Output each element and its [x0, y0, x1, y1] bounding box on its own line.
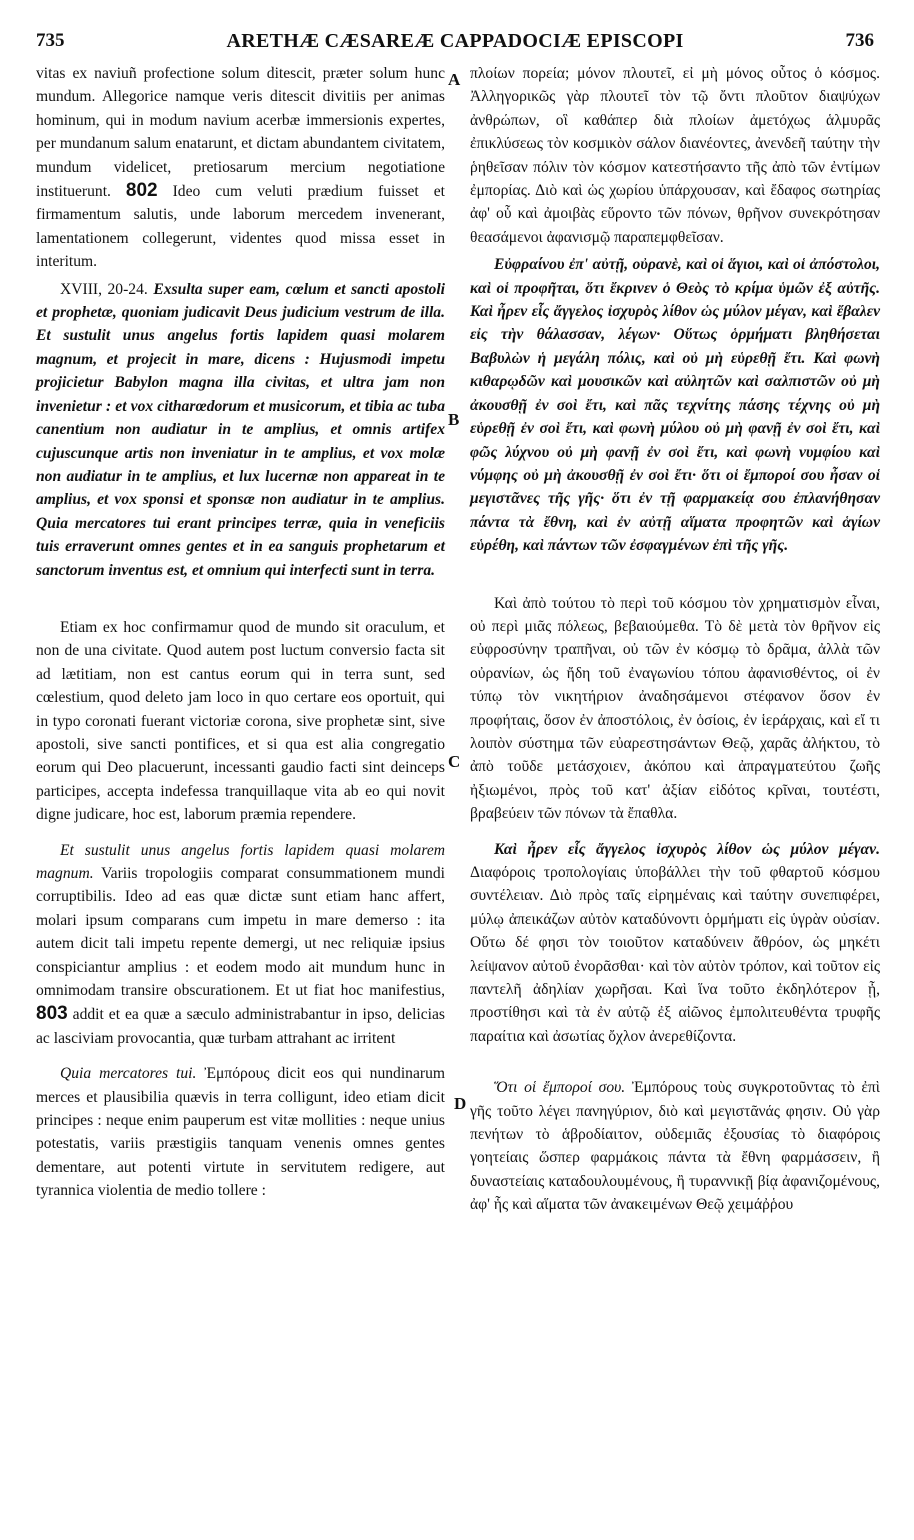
greek-paragraph-2: Εὐφραίνου ἐπ' αὐτῇ, οὐρανὲ, καὶ οἱ ἅγιοι, καὶ οἱ ἀπόστολοι, καὶ οἱ προφῆται, ὅτι ἔκρινεν ὁ Θεὸς τὸ κρίμα ὑμῶν ἐξ αὐτῆς. Καὶ ἦρεν εἷς ἄγγελος ἰσχυρὸς λίθον ὡς μύλον μέγαν, καὶ ἔβαλεν εἰς τὴν θάλασσαν, λέγων· Οὕτως ὁρμήματι βληθήσεται Βαβυλὼν ἡ μεγάλη πόλις, καὶ οὐ μὴ εὑρεθῇ ἔτι. Καὶ φωνὴ κιθαρῳδῶν καὶ μουσικῶν καὶ αὐλητῶν καὶ σαλπιστῶν οὐ μὴ ἀκουσθῇ ἐν σοὶ ἔτι, καὶ πᾶς τεχνίτης πάσης τέχνης οὐ μὴ εὑρεθῇ ἐν σοὶ ἔτι, καὶ φωνὴ μύλου οὐ μὴ φανῇ ἐν σοὶ ἔτι, καὶ φῶς λύχνου οὐ μὴ φανῇ ἐν σοὶ ἔτι, καὶ φωνὴ νυμφίου καὶ νύμφης οὐ μὴ ἀκουσθῇ ἐν σοὶ ἔτι· ὅτι οἱ ἔμποροί σου ἦσαν οἱ μεγιστᾶνες τῆς γῆς· ὅτι ἐν τῇ φαρμακείᾳ σου ἐπλανήθησαν πάντα τὰ ἔθνη, καὶ ἐν αὐτῇ αἵματα προφητῶν καὶ ἁγίων εὑρέθη, καὶ πάντων τῶν ἐσφαγμένων ἐπὶ τῆς γῆς.: [470, 256, 880, 555]
greek-paragraph-5: Ὅτι οἱ ἔμποροί σου. Ἐμπόρους τοὺς συγκροτοῦντας τὸ ἐπὶ γῆς τοῦτο λέγει πανηγύριον, διὸ καὶ μεγιστᾶνάς φησιν. Οὐ γὰρ πενήτων τὸ ἁβροδίαιτον, οὐδεμιᾶς ἐξουσίας τὸ διαφόροις γοητείαις ὥσπερ φαρμάκοις πάντα τὰ ἔθνη φαρμάσσειν, ἢ δυναστείαις καταδουλουμένους, ἢ τυραννικῇ βίᾳ ἀφανιζομένους, ἀφ' ἧς καὶ αἵματα τῶν ἀνακειμένων Θεῷ χειμάῤῥου: [470, 1079, 880, 1214]
margin-letter-b: B: [448, 410, 460, 429]
page-number-right: 736: [845, 30, 874, 51]
margin-letter-c: C: [448, 752, 461, 771]
greek-paragraph-1: πλοίων πορεία; μόνον πλουτεῖ, εἰ μὴ μόνος οὗτος ὁ κόσμος. Ἀλληγορικῶς γὰρ πλουτεῖ τὸν τῷ ὄντι πλοῦτον διαψύχων ἀνθρώπων, οἳ καθάπερ διὰ πλοίων ἀμετόχως ἁλμυρᾶς ἐπικλύσεως τὸν κοσμικὸν σάλον διανέοντες, ἀνενδεῆ ταύτην τὴν ῥηθεῖσαν πόλιν τὸν κόσμον κατεστήσαντο τῆς ἀπὸ τῶν ἐντίμων ἐμπορίας. Διὸ καὶ ὡς χωρίου ὑπάρχουσαν, καὶ ἔδαφος σωτηρίας ἀφ' οὗ καὶ ἀμοιβὰς εὕροντο τῶν πόνων, θρῆνον συνεκρότησαν θεασάμενοι ἀφανισμῷ παραπεμφθεῖσαν.: [470, 65, 880, 246]
lemma: Καὶ ἦρεν εἷς ἄγγελος ἰσχυρὸς λίθον ὡς μύλον μέγαν.: [494, 840, 880, 858]
lemma: Ὅτι οἱ ἔμποροί σου.: [494, 1079, 626, 1097]
scripture-quotation: Exsulta super eam, cœlum et sancti apostoli et prophetæ, quoniam judicavit Deus judicium vestrum de illa. Et sustulit unus angelus fortis lapidem quasi molarem magnum, et projecit in mare, dicens : Hujusmodi impetu projicietur Babylon magna illa civitas, et ultra jam non invenietur : et vox citharœdorum et musicorum, et tibia ac tuba canentium non audiatur in te amplius, et omnis artifex cujuscunque artis non inveniatur in te amplius, et vox molæ non audiatur in te amplius, et lux lucernæ non appareat in te amplius, et vox sponsi et sponsæ non audiatur in te amplius. Quia mercatores tui erant principes terræ, quia in veneficiis tuis erraverunt omnes gentes et in ea sanguis prophetarum et sanctorum inventus est, et omnium qui interfecti sunt in terra.: [36, 280, 445, 579]
column-number-802: 802: [125, 180, 158, 202]
latin-paragraph-1: vitas ex naviuñ profectione solum ditescit, præter solum hunc mundum. Allegorice namque veris ditescit divitiis per animas hominum, qui in modum navium acerbæ immersionis expertes, per mundanum salum enatarunt, et dictam abundantem civitatem, mundum videlicet, pretiosarum mercium negotiatione instituerunt. 802 Ideo cum veluti prædium fuisset et firmamentum salutis, unde laborum mercedem invenerant, lamentationem collegerunt, videntes quod missa esset in interitum.: [36, 65, 445, 271]
margin-letter-d: D: [454, 1094, 467, 1113]
running-header: [36, 30, 874, 58]
lemma: Et sustulit unus angelus fortis lapidem quasi molarem magnum.: [36, 841, 445, 882]
greek-paragraph-4: Καὶ ἦρεν εἷς ἄγγελος ἰσχυρὸς λίθον ὡς μύλον μέγαν. Διαφόροις τροπολογίαις ὑποβάλλει τὴν τοῦ φθαρτοῦ κόσμου συντέλειαν. Διὸ πρὸς ταῖς εἰρημέναις καὶ ταύτην συνεπιφέρει, μύλῳ ἀπεικάζων αὐτὸν καταδύνοντι ὁρμήματι εἰς ὑγρὰν οὐσίαν. Οὕτω δέ φησι τὸν τοιοῦτον καταδύνειν ἄθρόον, ὡς μηκέτι λείψανον αὐτοῦ ἐνορᾶσθαι· καὶ τὸν αὐτὸν τρόπον, καὶ τοῦτον εἰς παντελῆ ἀδηλίαν χωρῆσαι. Καὶ ἵνα τοῦτο ἐκδηλότερον ᾖ, προστίθησι καὶ τὰ ἐν αὐτῷ ἐξ αἰῶνος ἐμπολιτευθέντα τρυφῆς παραίτια καὶ ἀσωτίας ὄχλον ἀνερεθίζοντα.: [470, 840, 880, 1045]
margin-letter-a: A: [448, 70, 461, 89]
latin-paragraph-3: Etiam ex hoc confirmamur quod de mundo sit oraculum, et non de una civitate. Quod autem post luctum conversio facta sit ad lætitiam, non est cantus eorum qui in terra sunt, sed cœlestium, quod deleto jam loco in quo certare eos oportuit, qui in typo coronati fuerant victoriæ corona, sive prophetæ sint, sive apostoli, sive sancti pontifices, et si qua est alia congregatio eorum qui Deo placuerunt, incessanti gaudio facti sint deinceps participes, accepta indefessa tranquillaque vita ab eo qui novit digne judicare, hoc est, laborum præmia rependere.: [36, 618, 445, 824]
column-number-803: 803: [36, 1003, 68, 1025]
latin-paragraph-2: [36, 278, 445, 582]
latin-paragraph-5: Quia mercatores tui. Ἐμπόρους dicit eos qui nundinarum merces et plausibilia quævis in terra colligunt, ideo etiam dicit principes : neque enim pauperum est vitæ mollities : neque unius potestatis, variis præstigiis tanquam venenis omnes gentes dementare, aut potenti virtute in servitutem redigere, aut tyrannica violentia de medio tollere :: [36, 1065, 445, 1200]
latin-paragraph-4: Et sustulit unus angelus fortis lapidem quasi molarem magnum. Variis tropologiis comparat consummationem mundi corruptibilis. Ideo ad eas quæ dictæ sunt etiam hanc affert, molari ipsum comparans cum impetu in mare demerso : ita autem dicit tali impetu repente demergi, ut nec reliquiæ ipsius conspiciantur amplius : et eodem modo ait mundum hunc in omnimodam transire obscurationem. Et ut fiat hoc manifestius, 803 addit et ea quæ a sæculo administrabantur in ipso, delicias ac lasciviam provocantia, quæ turbam attrahant ac irritent: [36, 841, 445, 1047]
latin-column: [36, 62, 445, 1203]
verse-reference: XVIII, 20-24.: [60, 280, 148, 298]
lemma: Quia mercatores tui.: [60, 1065, 197, 1083]
page-number-left: 735: [36, 30, 65, 51]
greek-paragraph-3: Καὶ ἀπὸ τούτου τὸ περὶ τοῦ κόσμου τὸν χρηματισμὸν εἶναι, οὐ περὶ μιᾶς πόλεως, βεβαιούμεθα. Τὸ δὲ μετὰ τὸν θρῆνον εἰς εὐφροσύνην τραπῆναι, οὐ τῶν ἐν κόσμῳ τὸ δρᾶμα, ἀλλὰ τῶν οὐρανίων, ὡς ἤδη τοῦ ἐναγωνίου τόπου ἀφανισθέντος, οἱ ἐν τύπῳ τὸν νικητήριον ἀναδησάμενοι στέφανον ὅσον ἐν προφήταις, ὅσον ἐν ἀποστόλοις, ἐν ὁσίοις, ἐν ἱεράρχαις, καὶ εἴ τι λοιπὸν σύστημα τῶν εὐαρεστησάντων Θεῷ, χαρᾶς ἀλήκτου, τὸ ἀπὸ τοῦδε μετάσχοιεν, ἀκόπου καὶ ἀπραγματεύτου ζωῆς ἠξιωμένοι, πρὸς τοῦ κατ' ἀξίαν εἰδότος κρῖναι, τουτέστι, βραβεύειν τῶν πόνων τὰ ἔπαθλα.: [470, 594, 880, 823]
greek-column: [470, 62, 880, 1217]
running-title: ARETHÆ CÆSAREÆ CAPPADOCIÆ EPISCOPI: [226, 30, 684, 52]
